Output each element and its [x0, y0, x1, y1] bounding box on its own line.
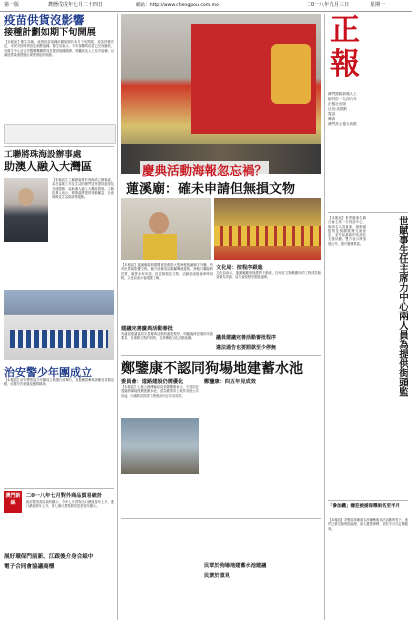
- center-body2: 有議員建議當局完善慶典活動的審批程序，明確臨時設施的申請要求，在保障文物的同時，支持傳統文化活動延續。: [121, 332, 213, 341]
- photo-caption: 慶典活動海報忽忘禍？: [142, 163, 268, 178]
- masthead-char2: 報: [330, 47, 360, 82]
- page-number: 第一版: [4, 2, 20, 8]
- right-vertical-headline: 世賦事生任主席力中心兩人員為提供街頭監: [397, 216, 408, 397]
- divider: [121, 518, 321, 519]
- center-sub2: 文化局：按程序跟進: [216, 265, 263, 271]
- headline2: 鄭鑒康不認同狗場地建蓄水池: [121, 361, 303, 377]
- info-line: 社長:高國鈞: [328, 107, 348, 111]
- masthead-side-note: [364, 14, 408, 90]
- info-line: 正報社出版: [328, 102, 346, 106]
- temple-event-photo: [121, 14, 321, 174]
- speaker-face: [149, 212, 169, 234]
- worshippers-row: [214, 226, 321, 246]
- box-headline3: 電子合同會協議商標: [4, 564, 55, 570]
- right-bottom-headline: 「參加鐵」嫌犯被捕保釋兩名至半月: [328, 504, 400, 509]
- masthead-logo: [328, 14, 362, 90]
- story1-headline-block: [4, 14, 114, 36]
- box-body: 統計暨普查局資料顯示，今年七月貨物出口總值按年上升，進口總值按年上升，首七個月貨物貿易逆差按年擴大。: [26, 500, 114, 509]
- column-divider: [117, 14, 118, 620]
- story2-headline-block: [4, 150, 114, 173]
- center-body4: 【本報訊】土地公務運輸局局長鄭鑒康表示，不認同在逸園狗場地段興建蓄水池，認為應善用土地作其他公共用途，內港防洪排澇工程預計四五年見成效。: [121, 385, 199, 398]
- speaker-shirt: [143, 234, 177, 260]
- cadets-row: [10, 330, 108, 348]
- story1-subtitle: 接種計劃如期下旬開展: [4, 27, 96, 38]
- info-line: 創刊於一九四六年: [328, 97, 357, 101]
- center-sub5: 委員會：道路建設仍需優化: [121, 379, 184, 385]
- tel-label: 電話: [328, 112, 336, 116]
- center-bottom-body: [121, 521, 221, 559]
- center-sub7: 民眾於狗場地建蓄水池建議: [204, 563, 267, 569]
- divider: [121, 355, 321, 356]
- fax-label: 傳真: [328, 117, 336, 121]
- box-label: 澳門新絲: [4, 491, 22, 513]
- story2-title: 工聯將珠海設辦事處: [4, 150, 82, 160]
- ceremony-photo: [214, 198, 321, 260]
- divider: [4, 488, 114, 489]
- story2-subtitle: 助澳人融入大灣區: [4, 160, 92, 173]
- dog-track-photo: [121, 418, 199, 474]
- gregorian-date: 二0一八年九月三日: [306, 2, 350, 8]
- center-sub1: 建議完善慶典活動審批: [121, 326, 173, 332]
- box-title: 二0一八年七月對外商品貿易統計: [26, 493, 103, 499]
- story1-body: 【本報訊】衛生局稱，流感疫苗接種計劃如期於本月下旬開展，疫苗供應充足，市民可按時到指定地點接種。衛生局表示，今年採購的疫苗已完成驗收，各衛生中心及合作醫療機構將同步提供接種服務，呼籲高危人士及早接種，以減低感染流感後出現併發症的風險。: [4, 40, 114, 57]
- story2-body-cont: [4, 246, 48, 286]
- press-photo: [121, 198, 211, 260]
- story2-body: 【本報訊】工聯總會將於珠海設立辦事處，為在當地工作及生活的澳門居民提供諮詢及支援服務，協助澳人融入大灣區發展。工聯負責人表示，辦事處將提供勞動權益、社會保障及生活資訊等服務。: [52, 178, 114, 200]
- story3-body: 【本報訊】治安警察局少年團成立典禮日前舉行，首批團員參與訓練及各類活動，培養守法意識及團隊精神。: [4, 378, 114, 387]
- box-body-cont: [4, 572, 114, 620]
- center-bottom-body2: [121, 582, 321, 620]
- poster-figure: [271, 44, 311, 104]
- portrait-face: [18, 188, 34, 206]
- lunar-date: 農曆戊戌年七月二十四日: [48, 2, 104, 8]
- masthead-info: [328, 92, 408, 127]
- main-headline: 蓮溪廟：確未申請但無損文物: [126, 182, 296, 197]
- right-bottom-body: 【本報訊】司警局拘捕兩名涉嫌參與非法活動的男子，案件已移交檢察院處理，兩人獲准保釋，須於半月內定期報到。: [328, 518, 408, 531]
- divider: [4, 146, 114, 147]
- center-body5: [204, 385, 321, 515]
- center-sub8: 民衆於意見: [204, 573, 230, 579]
- story1-title: 疫苗供貨沒影響: [4, 13, 85, 27]
- divider: [328, 212, 408, 213]
- center-sub3: 議員建議完善活動審批程序: [216, 335, 277, 341]
- masthead-char1: 正: [330, 13, 360, 48]
- website-url[interactable]: 網站：http://www.chengpou.com.mo: [136, 3, 219, 8]
- center-body1: 【本報訊】蓮溪廟慶典期間被指張貼大型海報遮蔽廟宇外牆，有市民質疑影響文物。廟方回應指活動屬傳統慶典，海報只屬臨時性質，確實未有申請，但並無損及文物，活動結束後會即時拆除。文化局表示會跟進了解。: [121, 263, 213, 280]
- story2-portrait-photo: [4, 178, 48, 242]
- center-body4-cont: [121, 476, 199, 516]
- center-body3: 文化局表示，蓮溪廟屬受保護的不動產，任何在文物範圍內的工程或設施須事先申請，局方會按程序跟進處理。: [216, 271, 321, 280]
- story1-note-box: [4, 124, 116, 144]
- address: 澳門高士德大馬路: [328, 122, 357, 126]
- police-youth-photo: [4, 290, 114, 360]
- right-body-cont: [328, 460, 408, 498]
- center-sub4: 違法通告也要罰款至少停無: [216, 345, 277, 351]
- story3-title: 治安警少年團成立: [4, 366, 92, 379]
- column-divider: [324, 14, 325, 620]
- right-body-left: 【本報訊】世界賦事生聯合會主席一行到訪中心，與兩名人員會面，就街頭監察及相關服務交流意見，並介紹最新的培訓及支援計劃。雙方表示將加強合作，提升服務質素。: [328, 216, 366, 246]
- page-header: [0, 0, 412, 12]
- divider: [328, 500, 408, 501]
- center-sub6: 鄭鑒康：四五年見成效: [204, 379, 256, 385]
- weekday: 星期一: [370, 2, 386, 8]
- box-headline2: 展好環保門前新、江跟後介身合組中: [4, 554, 94, 560]
- info-line: 澳門國際新聞人士: [328, 92, 357, 96]
